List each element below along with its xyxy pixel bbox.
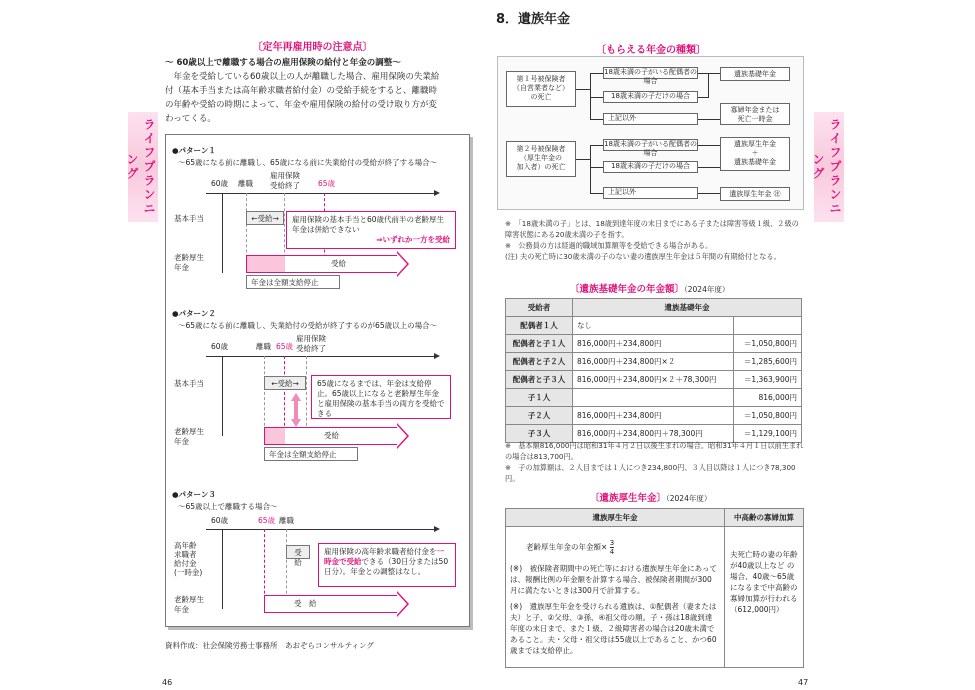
p3-callout: 雇用保険の高年齢求職者給付金を一時金で受給できる（30日分または50日分）。年金との調整はなし。 — [318, 543, 456, 587]
kosei-note2: (※) 遺族厚生年金を受けられる遺族は、①配偶者（妻または夫）と子、②父母、③孫、④祖父母の順。子・孫は18歳到達年度の末日まで、また１級、２級障害者の場合は20歳未満であること。夫・父母・祖父母は55歳以上であること、かつ60歳までは支給停止。 — [510, 602, 717, 655]
table-row: 配偶者と子１人 816,000円＋234,800円 ＝1,050,800円 — [506, 335, 802, 353]
tree-n2: 第２号被保険者 （厚生年金の 加入者）の死亡 — [506, 141, 576, 177]
p1-empend: 雇用保険 受給終了 — [270, 171, 300, 190]
tree-n1b: 18歳未満の子だけの場合 — [603, 91, 698, 103]
p3-row1: 高年齢 求職者 給付金 (一時金) — [174, 541, 203, 577]
p2-60: 60歳 — [211, 342, 229, 351]
p1-leave: 離職 — [238, 179, 253, 188]
p3-row2: 老齢厚生 年金 — [174, 595, 204, 614]
left-subheading: ～ 60歳以上で離職する場合の雇用保険の給付と年金の調整～ — [165, 58, 401, 68]
tree-n2c: 上記以外 — [603, 187, 698, 199]
p3-jukyu: 受給 — [286, 545, 310, 559]
tree-n1c: 上記以外 — [603, 113, 698, 125]
p1-timeline-arrow — [434, 190, 440, 196]
p1-stop: 年金は全額支給停止 — [246, 275, 340, 289]
basic-title-row: 〔遺族基礎年金の年金額〕（2024年度） — [570, 284, 730, 295]
tree-n2a: 18歳未満の子がいる配偶者の場合 — [604, 140, 697, 157]
tree-n1a: 18歳未満の子がいる配偶者の場合 — [604, 68, 697, 85]
pattern3-desc: ～65歳以上で離職する場合～ — [178, 502, 278, 511]
kosei-table: 遺族厚生年金 中高齢の寡婦加算 老齢厚生年金の年金額× $\frac{3}{4}$ (※) 被保険者期間中の死亡等における遺族厚生年金にあっては、報酬比例の年金額を計算する場合、被保険者期間が300月に満たないときは300月で計算する。 (※) 遺族厚生年金を受けられる遺族は、①配偶者（妻または夫）と子、②父母、③孫、④祖父母の順。子・孫は18歳到達年度の末日まで、また１級、２級障害者の場合は20歳未満であること。夫・父母・祖父母は55歳以上であること、かつ60歳までは支給停止。 夫死亡時の妻の年齢が40歳以上など の場合、40歳～65歳になるまで中高齢の寡婦加算が行われる（612,000円） — [505, 508, 804, 668]
left-section-title: 〔定年再雇用時の注意点〕 — [252, 42, 373, 53]
pattern2-title: ●パターン２ — [172, 309, 216, 318]
tree-r2: 寡婦年金または 死亡一時金 — [720, 103, 790, 125]
table-row: 子１人 816,000円 — [506, 389, 802, 407]
tree-n2b: 18歳未満の子だけの場合 — [603, 161, 698, 173]
tree-n1: 第１号被保険者 （自営業者など） の死亡 — [506, 71, 576, 107]
left-paragraph: 年金を受給している60歳以上の人が離職した場合、雇用保険の失業給 付（基本手当または高年齢求職者給付金）の受給手続をすると、離職時 の年齢や受給の時期によって、年金や雇用保険の給付の受け取り方が変 わってくる。 — [165, 72, 440, 124]
table-row: 子２人 816,000円＋234,800円 ＝1,050,800円 — [506, 407, 802, 425]
p2-jukyu: ←受給→ — [264, 376, 306, 390]
basic-notes: ※ 基本額816,000円は昭和31年４月２日以後生まれの場合。昭和31年４月１日以前生まれの場合は813,700円。 ※ 子の加算額は、２人目までは１人につき234,800円、３人目以降は１人につき78,300円。 — [505, 441, 804, 483]
kinds-title: 〔もらえる年金の種類〕 — [596, 45, 706, 56]
patterns-panel — [165, 134, 470, 627]
p2-updown-arrow — [291, 393, 301, 427]
kosei-note1: (※) 被保険者期間中の死亡等における遺族厚生年金にあっては、報酬比例の年金額を計算する場合、被保険者期間が300月に満たないときは300月で計算する。 — [510, 564, 718, 595]
tree-r3: 遺族厚生年金 ＋ 遺族基礎年金 — [720, 137, 790, 171]
p2-empend: 雇用保険 受給終了 — [296, 334, 326, 353]
table-row: 配偶者と子３人 816,000円＋234,800円×２＋78,300円 ＝1,363,900円 — [506, 371, 802, 389]
p1-row1: 基本手当 — [174, 214, 204, 223]
p2-row2: 老齢厚生 年金 — [174, 427, 204, 446]
table-row: 子３人 816,000円＋234,800円＋78,300円 ＝1,129,100円 — [506, 425, 802, 443]
left-source: 資料作成：社会保険労務士事務所 あおぞらコンサルティング — [165, 641, 374, 650]
table-row: 配偶者と子２人 816,000円＋234,800円×２ ＝1,285,600円 — [506, 353, 802, 371]
kosei-formula: 老齢厚生年金の年金額× $\frac{3}{4}$ — [526, 539, 615, 556]
p1-timeline — [206, 193, 434, 194]
p1-65: 65歳 — [318, 179, 336, 188]
chapter-title: 8．遺族年金 — [496, 12, 571, 27]
basic-pension-table: 受給者 遺族基礎年金 配偶者１人 なし 配偶者と子１人 816,000円＋234,800円 ＝1,050,800円 配偶者と子２人 816,000円＋234,800円×２ ＝1,285,600円 配偶者と子３人 816,000円＋234,800円×２＋78,300円 ＝1,363,900円 子１人 816,000円 子２人 816,000円＋234,800円 ＝1,050,800円 子３人 816,000円＋234,800円＋78,300円 ＝1,129,100円 — [505, 298, 802, 443]
left-page-number: 46 — [162, 678, 173, 687]
p2-pay: 受給 — [324, 431, 339, 440]
p3-65: 65歳 — [258, 516, 276, 525]
pension-kinds-panel — [497, 56, 804, 210]
kinds-notes: ※ 「18歳未満の子」とは、18歳到達年度の末日までにある子または障害等級１級、２級の障害状態にある20歳未満の子を指す。 ※ 公務員の方は経過的職域加算額等を受給できる場合がある。 (注) 夫の死亡時に30歳未満の子のない妻の遺族厚生年金は５年間の有期給付となる。 — [505, 219, 799, 261]
side-tab-left: ライフプランニング — [128, 112, 158, 222]
pattern3-title: ●パターン３ — [172, 490, 216, 499]
tree-r1: 遺族基礎年金 — [720, 67, 790, 81]
p2-callout: 65歳になるまでは、年金は支給停止。65歳以上になると老齢厚生年金と雇用保険の基本手当の両方を受給できる — [311, 375, 451, 419]
p3-pay: 受 給 — [294, 599, 317, 608]
p1-row2: 老齢厚生 年金 — [174, 253, 204, 272]
p2-leave: 離職 — [256, 342, 271, 351]
kosei-title-row: 〔遺族厚生年金〕（2024年度） — [590, 493, 712, 504]
p2-stop: 年金は全額支給停止 — [264, 447, 358, 461]
p3-60: 60歳 — [211, 516, 229, 525]
p3-leave: 離職 — [279, 516, 294, 525]
p1-jukyu: ←受給→ — [246, 211, 284, 225]
p2-row1: 基本手当 — [174, 379, 204, 388]
pattern1-title: ●パターン１ — [172, 146, 216, 155]
side-tab-right: ライフプランニング — [814, 112, 844, 222]
tree-r4: 遺族厚生年金 ㊟ — [720, 187, 790, 201]
p1-60: 60歳 — [211, 179, 229, 188]
pattern1-desc: ～65歳になる前に離職し、65歳になる前に失業給付の受給が終了する場合～ — [178, 158, 438, 167]
p2-65: 65歳 — [276, 342, 294, 351]
p3-pay-arrow — [264, 595, 398, 613]
kosei-right: 夫死亡時の妻の年齢が40歳以上など の場合、40歳～65歳になるまで中高齢の寡婦加算が行われる（612,000円） — [730, 550, 798, 614]
pattern2-desc: ～65歳になる前に離職し、失業給付の受給が終了するのが65歳以上の場合～ — [178, 321, 438, 330]
p1-callout: 雇用保険の基本手当と60歳代前半の老齢厚生年金は併給できない ⇒いずれか一方を受給 — [286, 211, 456, 249]
right-page-number: 47 — [798, 678, 809, 687]
table-row: 配偶者１人 なし — [506, 317, 802, 335]
p1-pay: 受給 — [331, 259, 346, 268]
